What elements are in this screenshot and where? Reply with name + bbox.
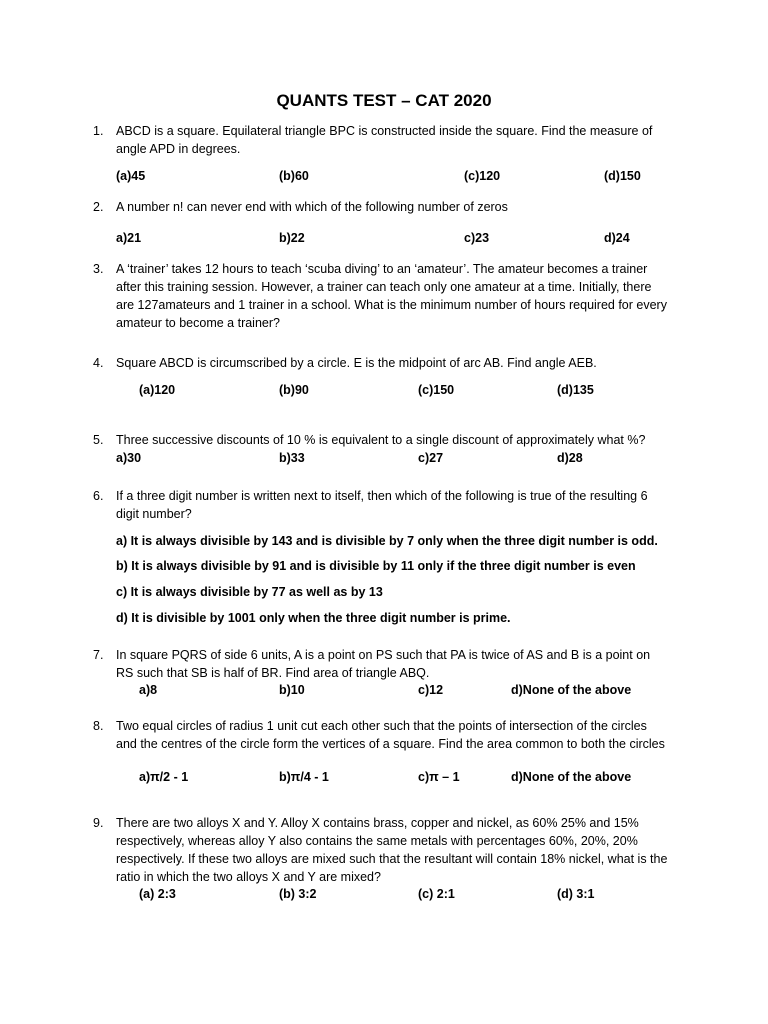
statement-a: a) It is always divisible by 143 and is divisible by 7 only when the three digit number is odd. — [116, 534, 658, 548]
option-a: (a) 2:3 — [139, 887, 176, 901]
question-text: Square ABCD is circumscribed by a circle. E is the midpoint of arc AB. Find angle AEB. — [116, 356, 597, 370]
option-c: (c)120 — [464, 169, 501, 183]
question-text: A ‘trainer’ takes 12 hours to teach ‘scuba diving’ to an ‘amateur’. The amateur becomes a trainer after this training session. However, a trainer can teach only one amateur at a time. Initially, there are 127amateurs and 1 trainer in a school. What is the minimum number of hours required for every amateur to become a trainer? — [116, 262, 667, 330]
option-b: b)33 — [279, 451, 305, 465]
statement-b: b) It is always divisible by 91 and is divisible by 11 only if the three digit number is even — [116, 559, 636, 573]
option-b: (b) 3:2 — [279, 887, 317, 901]
option-c: c)12 — [418, 683, 444, 697]
question-number: 2. — [93, 200, 104, 214]
question-text: There are two alloys X and Y. Alloy X contains brass, copper and nickel, as 60% 25% and 15% respectively, whereas alloy Y also contains the same metals with percentages 60%, 20%, 20% respectively. If these two alloys are mixed such that the resultant will contain 18% nickel, what is the ratio in which the two alloys X and Y are mixed? — [116, 816, 668, 884]
option-c: c)23 — [464, 231, 490, 245]
question-text: Three successive discounts of 10 % is equivalent to a single discount of approximately what %? — [116, 433, 646, 447]
option-c: c)27 — [418, 451, 444, 465]
option-a: a)8 — [139, 683, 158, 697]
option-b: (b)90 — [279, 383, 309, 397]
question-text: If a three digit number is written next to itself, then which of the following is true of the resulting 6 digit number? — [116, 489, 648, 521]
option-c: (c) 2:1 — [418, 887, 455, 901]
question-number: 7. — [93, 648, 104, 662]
option-c: (c)150 — [418, 383, 455, 397]
option-a: a)21 — [116, 231, 142, 245]
option-d: (d)135 — [557, 383, 594, 397]
option-d: (d) 3:1 — [557, 887, 595, 901]
question-number: 1. — [93, 124, 104, 138]
option-a: a)π/2 - 1 — [139, 770, 189, 784]
option-d: (d)150 — [604, 169, 641, 183]
question-number: 4. — [93, 356, 104, 370]
question-text: In square PQRS of side 6 units, A is a point on PS such that PA is twice of AS and B is a point on RS such that SB is half of BR. Find area of triangle ABQ. — [116, 648, 651, 680]
option-b: b)22 — [279, 231, 305, 245]
option-b: b)π/4 - 1 — [279, 770, 329, 784]
question-text: ABCD is a square. Equilateral triangle BPC is constructed inside the square. Find the measure of angle APD in degrees. — [116, 124, 653, 156]
option-d: d)None of the above — [511, 683, 632, 697]
question-number: 9. — [93, 816, 104, 830]
question-number: 5. — [93, 433, 104, 447]
option-c: c)π – 1 — [418, 770, 460, 784]
question-number: 3. — [93, 262, 104, 276]
question-number: 8. — [93, 719, 104, 733]
option-d: d)24 — [604, 231, 630, 245]
option-d: d)None of the above — [511, 770, 632, 784]
option-a: a)30 — [116, 451, 142, 465]
statement-d: d) It is divisible by 1001 only when the three digit number is prime. — [116, 611, 511, 625]
page-title: QUANTS TEST – CAT 2020 — [276, 91, 492, 110]
option-d: d)28 — [557, 451, 583, 465]
question-text: Two equal circles of radius 1 unit cut each other such that the points of intersection of the circles and the centres of the circle form the vertices of a square. Find the area common to both the circles — [116, 719, 665, 751]
question-number: 6. — [93, 489, 104, 503]
question-text: A number n! can never end with which of the following number of zeros — [116, 200, 508, 214]
option-b: b)10 — [279, 683, 305, 697]
statement-c: c) It is always divisible by 77 as well as by 13 — [116, 585, 383, 599]
option-b: (b)60 — [279, 169, 309, 183]
option-a: (a)120 — [139, 383, 176, 397]
option-a: (a)45 — [116, 169, 146, 183]
